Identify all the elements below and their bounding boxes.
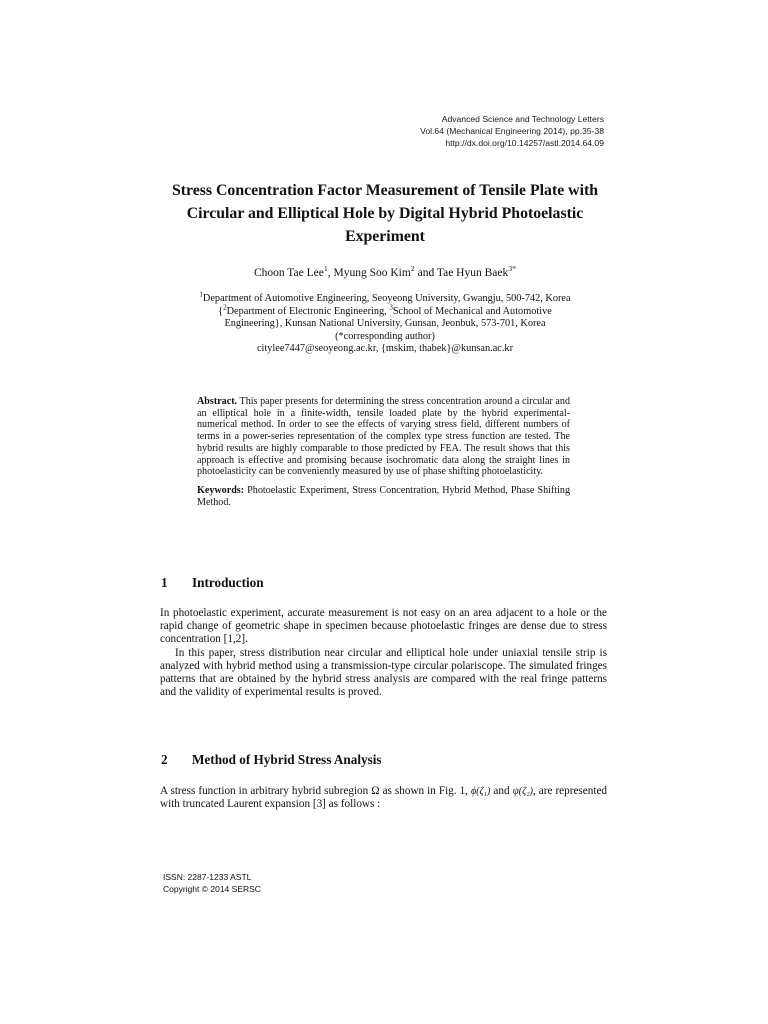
keywords-label: Keywords:	[197, 484, 245, 496]
paragraph-text: A stress function in arbitrary hybrid subregion Ω as shown in Fig. 1,	[160, 785, 471, 797]
abstract-section	[197, 396, 570, 508]
section-title: Introduction	[192, 575, 264, 590]
affiliations	[166, 290, 604, 356]
keywords	[197, 485, 570, 508]
author-name: Myung Soo Kim	[333, 267, 411, 279]
psi-function: ψ(ζ₂)	[512, 786, 533, 797]
page-footer	[163, 872, 261, 896]
affil-text: Department of Automotive Engineering, Seoyeong University, Gwangju, 500-742, Korea	[202, 293, 571, 304]
section-number: 2	[161, 752, 168, 767]
section-title: Method of Hybrid Stress Analysis	[192, 752, 382, 767]
author-affil-mark: 3*	[508, 264, 517, 274]
author-separator: and	[414, 267, 437, 279]
journal-name: Advanced Science and Technology Letters	[441, 114, 604, 124]
journal-doi-link[interactable]: http://dx.doi.org/10.14257/astl.2014.64.09	[445, 138, 604, 148]
author-name: Tae Hyun Baek	[436, 267, 509, 279]
affiliation-line	[166, 303, 604, 319]
section-heading-introduction	[161, 575, 264, 591]
keywords-text: Photoelastic Experiment, Stress Concentration, Hybrid Method, Phase Shifting Method.	[197, 484, 570, 508]
paragraph-text: , are represented with truncated Laurent expansion [3] as follows :	[160, 785, 608, 811]
journal-volume: Vol.64 (Mechanical Engineering 2014), pp.35-38	[420, 126, 604, 136]
method-body	[160, 785, 607, 811]
journal-header	[420, 113, 604, 149]
author-affil-mark: 1	[323, 264, 328, 274]
paragraph	[160, 785, 607, 811]
issn: ISSN: 2287-1233 ASTL	[163, 872, 252, 882]
introduction-body	[160, 607, 607, 699]
corresponding-author-note: (*corresponding author)	[335, 330, 435, 342]
section-heading-method	[161, 752, 382, 768]
affil-text: Department of Electronic Engineering,	[226, 305, 390, 317]
author-name: Choon Tae Lee	[253, 267, 324, 279]
affil-text: School of Mechanical and Automotive	[392, 305, 552, 317]
author-affil-mark: 2	[410, 264, 415, 274]
paragraph: In photoelastic experiment, accurate measurement is not easy on an area adjacent to a hole or the rapid change of geometric shape in specimen because photoelastic fringes are dense due to stress concentration [1,2].	[160, 607, 607, 646]
paper-title: Stress Concentration Factor Measurement of Tensile Plate with Circular and Elliptical Hole by Digital Hybrid Photoelastic Experiment	[171, 182, 599, 245]
affiliation-line	[166, 290, 604, 306]
abstract-text: This paper presents for determining the stress concentration around a circular and an elliptical hole in a finite-width, tensile loaded plate by the hybrid experimental-numerical method. In order to see the effects of varying stress field, different numbers of terms in a power-series representation of the complex type stress function are tested. The hybrid results are highly comparable to those predicted by FEA. The result shows that this approach is effective and promising because isochromatic data along the straight lines in photoelasticity can be conveniently measured by use of phase shifting photoelasticity.	[197, 396, 570, 478]
paragraph: In this paper, stress distribution near circular and elliptical hole under uniaxial tensile strip is analyzed with hybrid method using a transmission-type circular polariscope. The simulated fringes patterns that are obtained by the hybrid stress analysis are compared with the real fringe patterns and the validity of experimental results is proved.	[160, 646, 607, 699]
copyright: Copyright © 2014 SERSC	[163, 883, 261, 894]
author-emails: citylee7447@seoyeong.ac.kr, {mskim, thabek}@kunsan.ac.kr	[256, 343, 514, 355]
author-separator: ,	[327, 267, 334, 279]
affil-mark: 1	[199, 290, 203, 299]
abstract-label: Abstract.	[197, 396, 238, 407]
phi-function: ϕ(ζ₁)	[471, 786, 491, 797]
affil-brace: {	[218, 305, 224, 317]
affiliation-line: Engineering}, Kunsan National University, Gunsan, Jeonbuk, 573-701, Korea	[224, 318, 546, 330]
author-list	[150, 266, 620, 281]
abstract	[197, 396, 570, 478]
affil-mark: 3	[389, 303, 393, 312]
section-number: 1	[161, 575, 168, 590]
paragraph-text: and	[490, 785, 513, 797]
affil-mark: 2	[223, 303, 227, 312]
